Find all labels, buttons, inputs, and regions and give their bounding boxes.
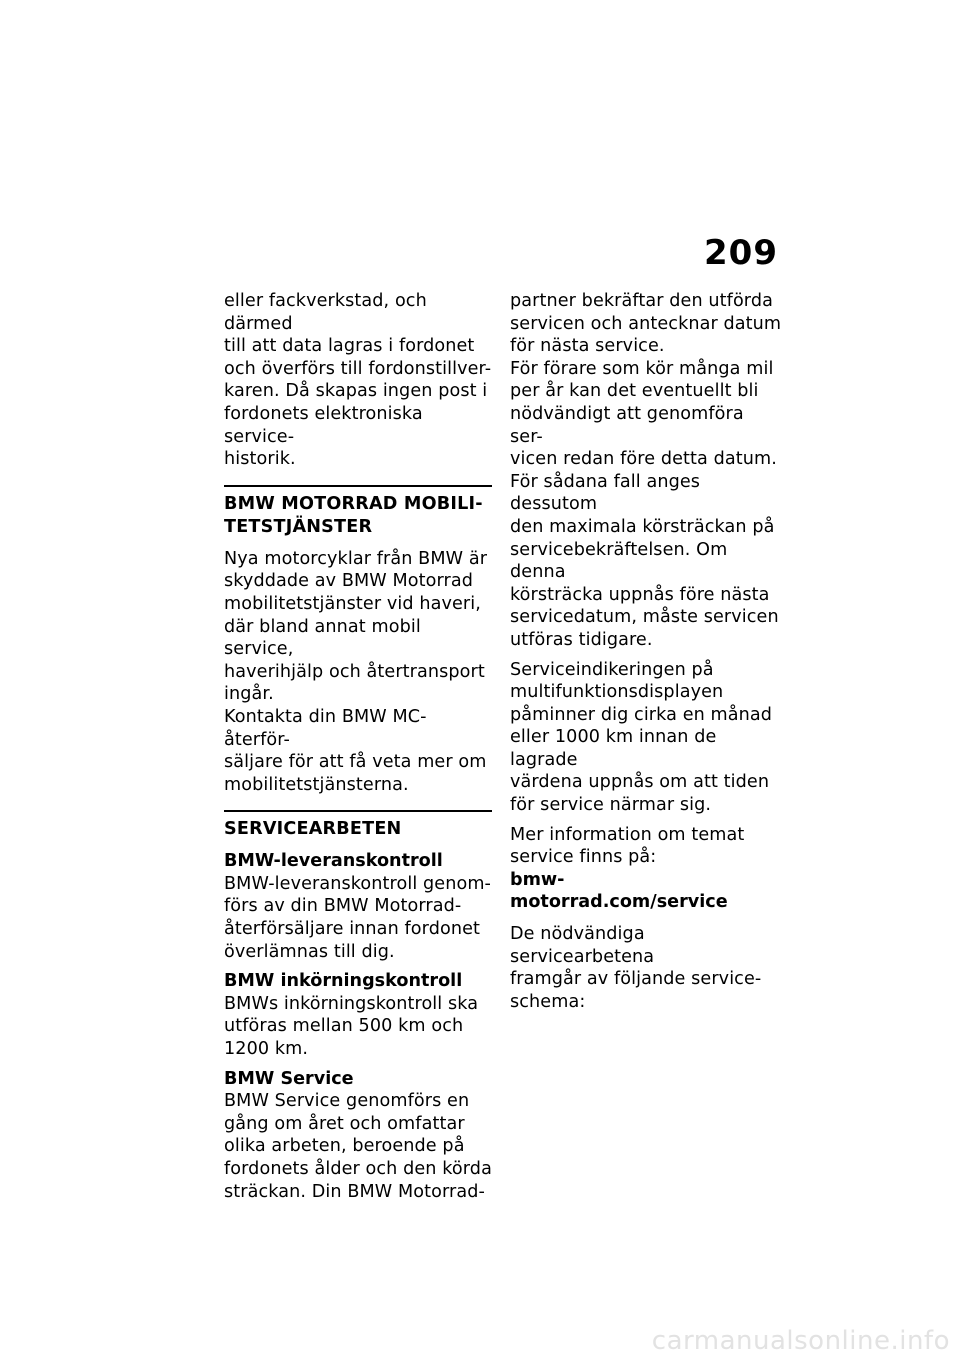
left-column [224, 290, 492, 1210]
delivery-check-text: BMW-leveranskontroll genom- förs av din BMW Motorrad- återförsäljare innan fordonet överlämnas till dig. [224, 873, 492, 962]
break-in-check-heading: BMW inkörningskontroll [224, 971, 463, 992]
mobility-section-title: BMW MOTORRAD MOBILI- TETSTJÄNSTER [224, 493, 483, 537]
break-in-check-text: BMWs inkörningskontroll ska utföras mellan 500 km och 1200 km. [224, 993, 479, 1060]
right-paragraph-3: Serviceindikeringen på multifunktionsdisplayen påminner dig cirka en månad eller 1000 km innan de lagrade värdena uppnås om att tiden för service närmar sig. [510, 659, 773, 816]
service-work-section-title: SERVICEARBETEN [224, 819, 402, 840]
bmw-service-heading: BMW Service [224, 1068, 354, 1089]
mobility-section [224, 485, 492, 797]
intro-paragraph: eller fackverkstad, och därmed till att data lagras i fordonet och överförs till fordonstillver- karen. Då skapas ingen post i fordonets elektroniska service- historik. [224, 291, 492, 470]
mobility-paragraph-2: Kontakta din BMW MC-återför- säljare för att få veta mer om mobilitetstjänsterna. [224, 706, 487, 795]
right-column [510, 290, 782, 1020]
mobility-paragraph-1: Nya motorcyklar från BMW är skyddade av BMW Motorrad mobilitetstjänster vid haveri, där bland annat mobil service, haverihjälp och återtransport ingår. [224, 548, 488, 705]
right-paragraph-2: För förare som kör många mil per år kan det eventuellt bli nödvändigt att genomföra ser- vicen redan före detta datum. För sådana fall anges dessutom den maximala körsträckan på servicebekräftelsen. Om denna körsträcka uppnås före nästa servicedatum, måste servicen utföras tidigare. [510, 358, 779, 650]
page-number: 209 [704, 233, 778, 273]
right-paragraph-5: De nödvändiga servicearbetena framgår av följande service- schema: [510, 924, 762, 1012]
bmw-service-text: BMW Service genomförs en gång om året och omfattar olika arbeten, beroende på fordonets ålder och den körda sträckan. Din BMW Motorrad- [224, 1091, 492, 1202]
service-work-section [224, 810, 492, 1203]
right-paragraph-1: partner bekräftar den utförda servicen och antecknar datum för nästa service. [510, 291, 782, 357]
delivery-check-heading: BMW-leveranskontroll [224, 851, 443, 872]
service-website-link[interactable]: bmw-motorrad.com/service [510, 869, 728, 913]
watermark-text: carmanualsonline.info [651, 1326, 950, 1356]
right-paragraph-4: Mer information om temat service finns på: [510, 824, 745, 868]
